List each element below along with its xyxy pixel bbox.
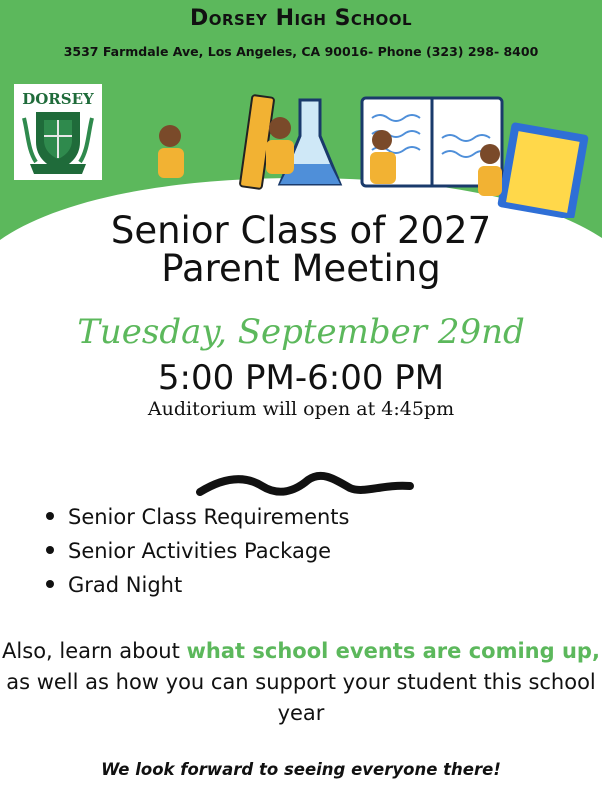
blurb-text-end: as well as how you can support your student this school year [6,670,596,725]
school-name: Dorsey High School [189,6,413,31]
agenda-item [46,502,349,536]
event-title-line2: Parent Meeting [161,247,441,290]
students-illustration [150,88,590,218]
agenda-item-label: Senior Activities Package [68,539,332,563]
blurb-text-start: Also, learn about [2,639,187,663]
squiggle-divider [196,462,416,502]
bullet-icon [46,546,54,554]
school-crest-logo [14,84,102,180]
agenda-item [46,570,349,604]
info-blurb [0,636,602,729]
event-time: 5:00 PM-6:00 PM [157,358,445,398]
event-title-line1: Senior Class of 2027 [110,209,492,252]
agenda-list [46,502,349,604]
school-address: 3537 Farmdale Ave, Los Angeles, CA 90016- Phone (323) 298- 8400 [63,44,539,59]
closing-message: We look forward to seeing everyone there! [101,760,501,779]
agenda-item [46,536,349,570]
logo-text: DORSEY [22,90,94,108]
agenda-item-label: Senior Class Requirements [68,505,350,529]
doors-open-note: Auditorium will open at 4:45pm [147,398,455,420]
event-title [0,209,602,290]
event-date: Tuesday, September 29nd [77,312,525,352]
agenda-item-label: Grad Night [68,573,183,597]
blurb-highlight: what school events are coming up, [186,639,600,663]
bullet-icon [46,512,54,520]
bullet-icon [46,580,54,588]
